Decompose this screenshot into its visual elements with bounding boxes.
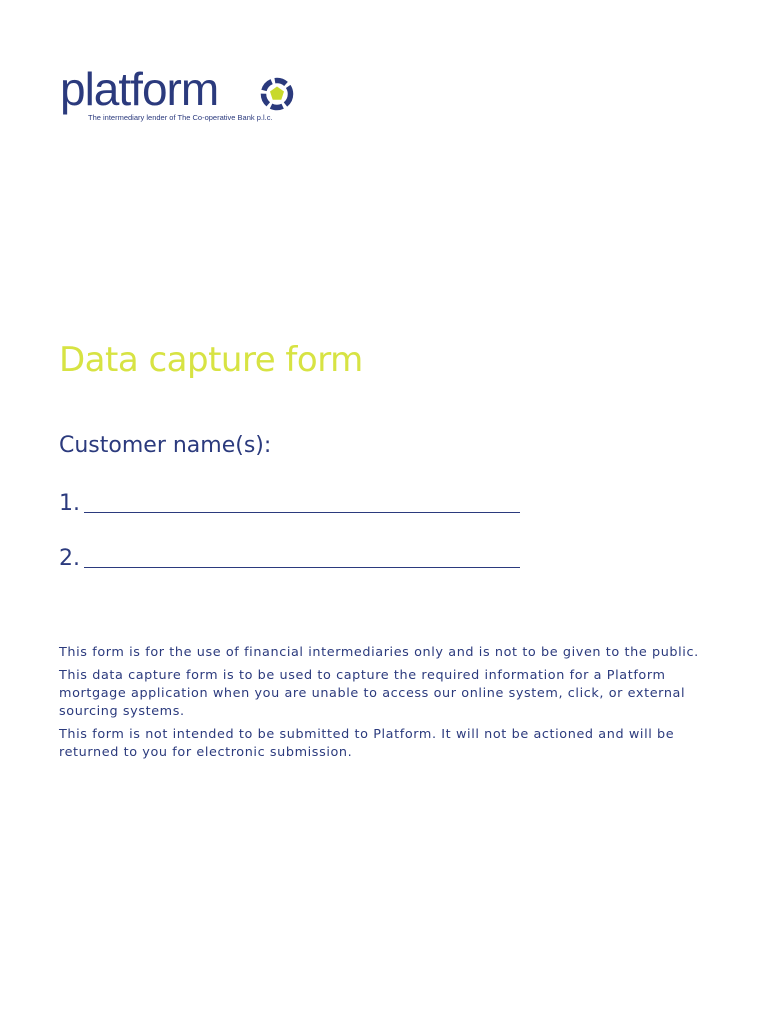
note-paragraph: This form is for the use of financial intermediaries only and is not to be given to the public. <box>59 645 699 660</box>
customer-name-number: 2. <box>59 546 80 571</box>
customer-name-field-1[interactable] <box>84 488 520 513</box>
customer-name-number: 1. <box>59 491 80 516</box>
platform-logo <box>60 64 320 134</box>
document-title: Data capture form <box>59 340 363 380</box>
logo-tagline: The intermediary lender of The Co-operative Bank p.l.c. <box>88 113 273 122</box>
note-paragraph: This data capture form is to be used to capture the required information for a Platform mortgage application when you are unable to access our online system, click, or external sourcing systems. <box>59 668 686 719</box>
form-notes <box>59 644 719 767</box>
note-paragraph: This form is not intended to be submitted to Platform. It will not be actioned and will be returned to you for electronic submission. <box>59 727 675 760</box>
logo-wordmark: platform <box>60 63 219 115</box>
customer-name-field-2[interactable] <box>84 543 520 568</box>
customer-names-heading: Customer name(s): <box>59 433 272 458</box>
customer-name-line-2 <box>59 543 520 574</box>
customer-name-line-1 <box>59 488 520 519</box>
pentagon-ring-icon <box>260 77 294 111</box>
